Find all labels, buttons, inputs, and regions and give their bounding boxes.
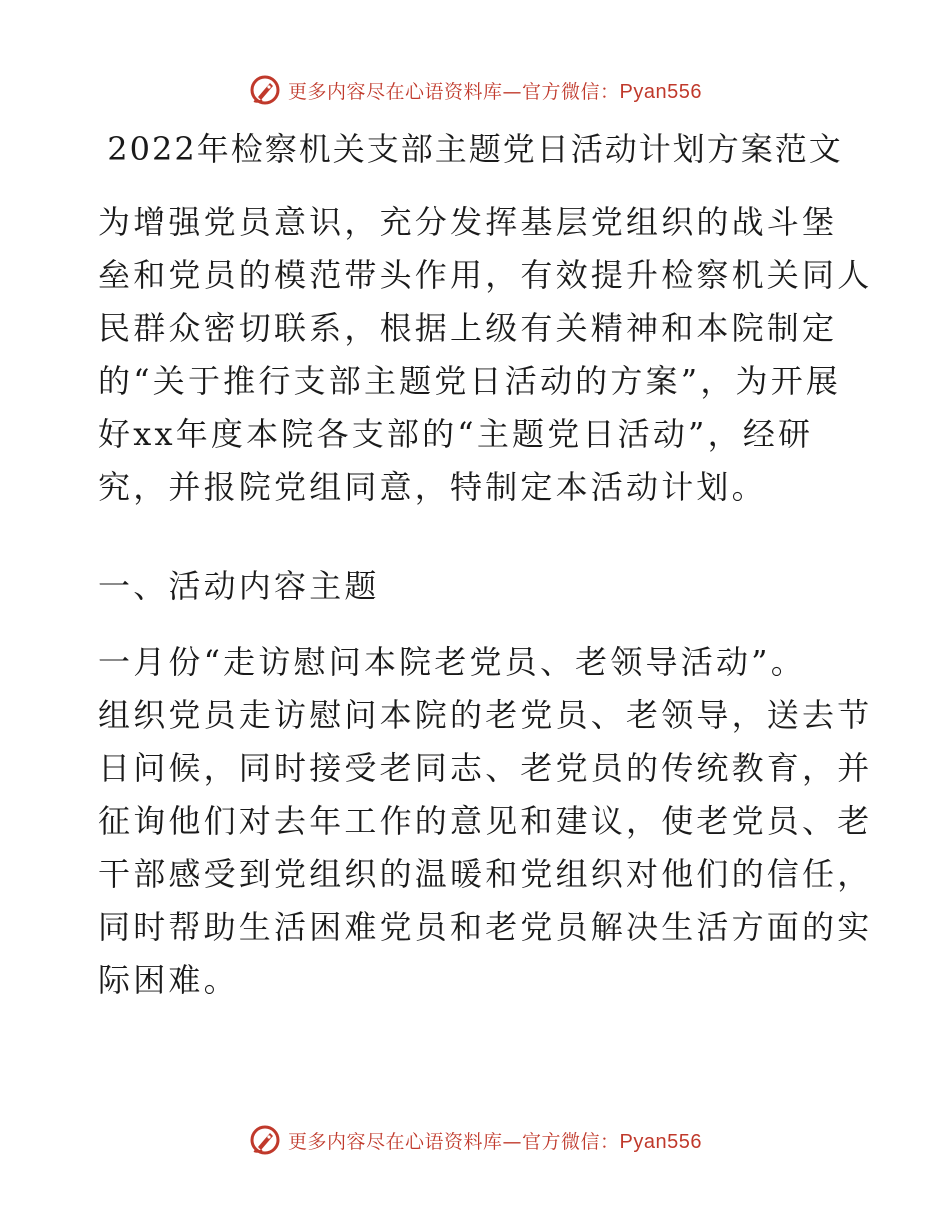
intro-line: 为增强党员意识，充分发挥基层党组织的战斗堡	[98, 203, 838, 241]
section-heading	[98, 560, 858, 613]
watermark-main-text: 更多内容尽在心语资料库	[288, 80, 503, 103]
intro-line: 的“关于推行支部主题党日活动的方案”，为开展	[98, 362, 842, 400]
section-line: 征询他们对去年工作的意见和建议，使老党员、老	[98, 802, 873, 840]
watermark-separator: —	[502, 1130, 523, 1153]
watermark-text	[288, 1127, 702, 1154]
document-title: 2022年检察机关支部主题党日活动计划方案范文	[107, 130, 843, 168]
section-line: 际困难。	[98, 961, 239, 999]
section-line: 一月份“走访慰问本院老党员、老领导活动”。	[98, 643, 806, 681]
watermark-wechat-id: Pyan556	[619, 1130, 702, 1153]
intro-line: 好xx年度本院各支部的“主题党日活动”，经研	[98, 415, 814, 453]
intro-paragraph	[98, 196, 873, 514]
watermark-main-text: 更多内容尽在心语资料库	[288, 1130, 503, 1153]
pen-nib-circle-icon	[248, 73, 282, 107]
intro-line: 民群众密切联系，根据上级有关精神和本院制定	[98, 309, 838, 347]
intro-line: 垒和党员的模范带头作用，有效提升检察机关同人	[98, 256, 873, 294]
watermark-official-label: 官方微信：	[522, 1130, 620, 1153]
section-heading-text: 一、活动内容主题	[98, 567, 380, 605]
watermark-separator: —	[502, 80, 523, 103]
watermark-official-label: 官方微信：	[522, 80, 620, 103]
watermark-wechat-id: Pyan556	[619, 80, 702, 103]
section-line: 日问候，同时接受老同志、老党员的传统教育，并	[98, 749, 873, 787]
watermark-text	[288, 77, 702, 104]
watermark-banner-bottom	[0, 1120, 950, 1160]
section-paragraph	[98, 636, 873, 1007]
pen-nib-circle-icon	[248, 1123, 282, 1157]
section-line: 同时帮助生活困难党员和老党员解决生活方面的实	[98, 908, 873, 946]
watermark-banner-top	[0, 70, 950, 110]
intro-line: 究，并报院党组同意，特制定本活动计划。	[98, 468, 767, 506]
section-line: 组织党员走访慰问本院的老党员、老领导，送去节	[98, 696, 873, 734]
section-line: 干部感受到党组织的温暖和党组织对他们的信任，	[98, 855, 873, 893]
